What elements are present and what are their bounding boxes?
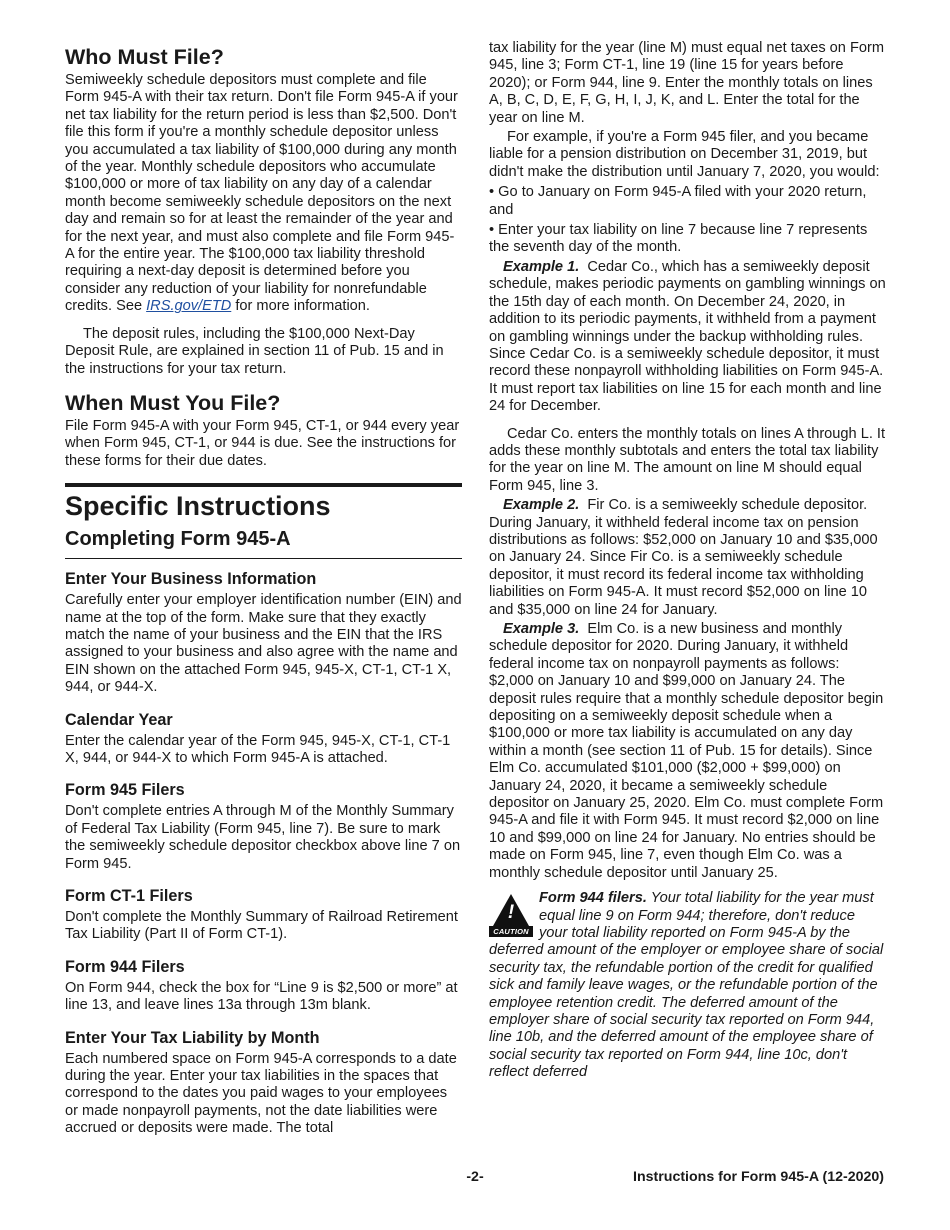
continued-paragraph: tax liability for the year (line M) must equal net taxes on Form 945, line 3; Form CT-1, line 19 (line 15 for years before 2020); or Form 944, line 9. Enter the monthly totals on lines A, B, C, D, E, F, G, H, I, J, K, and L. Enter the total for the year on line M. xyxy=(489,40,885,126)
bullet-item-1 xyxy=(489,184,887,219)
example-2-text: Fir Co. is a semiweekly schedule depositor. During January, it withheld federal income tax on pension distributions as follows: $52,000 on January 10 and $35,000 on January 24. Since Fir Co. is a semiweekly schedule depositor, it must record its federal income tax withholding liabilities on Form 945-A. It must record $52,000 on line 10 and $35,000 on line 24 for January. xyxy=(489,497,878,618)
when-must-you-file-paragraph: File Form 945-A with your Form 945, CT-1, or 944 every year when Form 945, CT-1, or 944 is due. See the instructions for these forms for their due dates. xyxy=(65,417,460,469)
deposit-rules-paragraph: The deposit rules, including the $100,000 Next-Day Deposit Rule, are explained in section 11 of Pub. 15 and in the instructions for your tax return. xyxy=(65,325,444,377)
bullet-icon: • xyxy=(489,222,499,239)
caution-note xyxy=(489,890,887,1081)
exclamation-icon: ! xyxy=(507,902,515,924)
who-must-file-heading: Who Must File? xyxy=(65,45,224,69)
form-ct1-filers-heading: Form CT-1 Filers xyxy=(65,887,193,905)
business-info-paragraph: Carefully enter your employer identification number (EIN) and name at the top of the form. Make sure that they exactly match the name of your business and the EIN that the IRS assigned to your business and also agree with the name and EIN shown on the attached Form 945, 945-X, CT-1, CT-1 X, 944, or 944-X. xyxy=(65,592,462,696)
completing-form-heading: Completing Form 945-A xyxy=(65,528,291,551)
document-title: Instructions for Form 945-A (12-2020) xyxy=(633,1169,884,1185)
for-example-paragraph: For example, if you're a Form 945 filer, and you became liable for a pension distribution on December 31, 2019, but didn't make the distribution until January 7, 2020, you would: xyxy=(489,129,880,180)
caution-icon xyxy=(489,894,533,940)
business-info-heading: Enter Your Business Information xyxy=(65,570,317,589)
tax-liability-heading: Enter Your Tax Liability by Month xyxy=(65,1028,320,1047)
specific-instructions-heading: Specific Instructions xyxy=(65,491,331,522)
when-must-you-file-heading: When Must You File? xyxy=(65,390,281,415)
who-text-a: Semiweekly schedule depositors must complete and file Form 945-A with their tax return. Don't file Form 945-A if your net tax liability for the return period is less than $2,500. Don't file this form if you're a monthly schedule depositor unless you accumulated a tax liability of $100,000 during any month of the year. Monthly schedule depositors who accumulate $100,000 or more of tax liability on any day of a calendar month become semiweekly schedule depositors on the next day and remain so for at least the remainder of the year and for the next year, and must also complete and file Form 945-A for the entire year. The $100,000 tax liability threshold requiring a next-day deposit is determined before you consider any reduction of your liability for nonrefundable credits. See xyxy=(65,72,458,315)
bullet-text-2: Enter your tax liability on line 7 because line 7 represents the seventh day of the month. xyxy=(489,222,868,256)
caution-text: Your total liability for the year must equal line 9 on Form 944; therefore, don't reduce your total liability reported on Form 945-A by the deferred amount of the employer or employee share of social security tax, the refundable portion of the credit for qualified sick and family leave wages, or the refundable portion of the employee retention credit. The deferred amount of the employer share of social security tax reported on Form 944, line 10b, and the deferred amount of the employee share of social security tax reported on Form 944, line 10c, don't reflect deferred xyxy=(489,890,884,1081)
subsection-rule xyxy=(65,558,462,559)
bullet-icon: • xyxy=(489,184,499,201)
caution-label: Form 944 filers. xyxy=(539,890,647,907)
form-945-filers-paragraph: Don't complete entries A through M of the Monthly Summary of Federal Tax Liability (Form 945, line 7). Be sure to mark the semiweekly schedule depositor checkbox above line 7 on Form 945. xyxy=(65,803,461,872)
calendar-year-paragraph: Enter the calendar year of the Form 945, 945-X, CT-1, CT-1 X, 944, or 944-X to which Form 945-A is attached. xyxy=(65,732,451,766)
form-945-filers-heading: Form 945 Filers xyxy=(65,781,185,800)
who-must-file-paragraph xyxy=(65,72,462,316)
who-text-b: for more information. xyxy=(231,298,370,315)
irs-etd-link[interactable]: IRS.gov/ETD xyxy=(146,298,232,315)
example-2-label: Example 2. xyxy=(503,497,580,514)
example-1-label: Example 1. xyxy=(503,258,580,275)
example-1-continued: Cedar Co. enters the monthly totals on lines A through L. It adds these monthly subtotals and enters the total tax liability for the year on line M. The amount on line M should equal Form 945, line 3. xyxy=(489,425,886,494)
example-1-paragraph xyxy=(489,259,887,416)
form-944-filers-paragraph: On Form 944, check the box for “Line 9 is $2,500 or more” at line 13, and leave lines 13a through 13m blank. xyxy=(65,979,458,1014)
left-column xyxy=(65,40,462,1138)
example-1-text: Cedar Co., which has a semiweekly deposit schedule, makes periodic payments on gambling winnings on the 15th day of each month. On December 24, 2020, in addition to its periodic payments, it withheld from a payment on gambling winnings under the backup withholding rules. Since Cedar Co. is a semiweekly schedule depositor, it must record these nonpayroll withholding liabilities on Form 945-A. It must report tax liabilities on line 15 for each month and line 24 for December. xyxy=(489,258,886,415)
form-944-filers-heading: Form 944 Filers xyxy=(65,957,185,976)
example-2-paragraph xyxy=(489,497,887,619)
bullet-item-2 xyxy=(489,222,887,257)
form-ct1-filers-paragraph: Don't complete the Monthly Summary of Railroad Retirement Tax Liability (Part II of Form CT-1). xyxy=(65,909,458,943)
page-footer xyxy=(0,1169,950,1187)
example-3-paragraph xyxy=(489,621,887,882)
example-3-text: Elm Co. is a new business and monthly schedule depositor for 2020. During January, it withheld federal income tax on nonpayroll payments as follows: $2,000 on January 10 and $99,000 on January 24. The deposit rules require that a monthly schedule depositor begin depositing on a semiweekly deposit schedule when a $100,000 or more tax liability is accumulated on any day within a month (see section 11 of Pub. 15 for details). Since Elm Co. accumulated $101,000 ($2,000 + $99,000) on January 24, 2020, it became a semiweekly schedule depositor on January 25, 2020. Elm Co. must complete Form 945-A and file it with Form 945. It must record $2,000 on line 10 and $99,000 on line 24 for January. No entries should be made on Form 945, line 7, even though Elm Co. was a monthly schedule depositor until January 25. xyxy=(489,621,884,881)
calendar-year-heading: Calendar Year xyxy=(65,710,173,729)
example-3-label: Example 3. xyxy=(503,621,580,637)
section-rule xyxy=(65,483,462,487)
bullet-text-1: Go to January on Form 945-A filed with your 2020 return, and xyxy=(489,184,867,218)
caution-icon-label: CAUTION xyxy=(489,926,533,937)
right-column xyxy=(489,40,887,1082)
tax-liability-paragraph: Each numbered space on Form 945-A corresponds to a date during the year. Enter your tax liabilities in the spaces that correspond to the dates you paid wages to your employees or made nonpayroll payments, not the date liabilities were accrued or deposits were made. The total xyxy=(65,1050,457,1137)
page-number: -2- xyxy=(466,1169,484,1185)
